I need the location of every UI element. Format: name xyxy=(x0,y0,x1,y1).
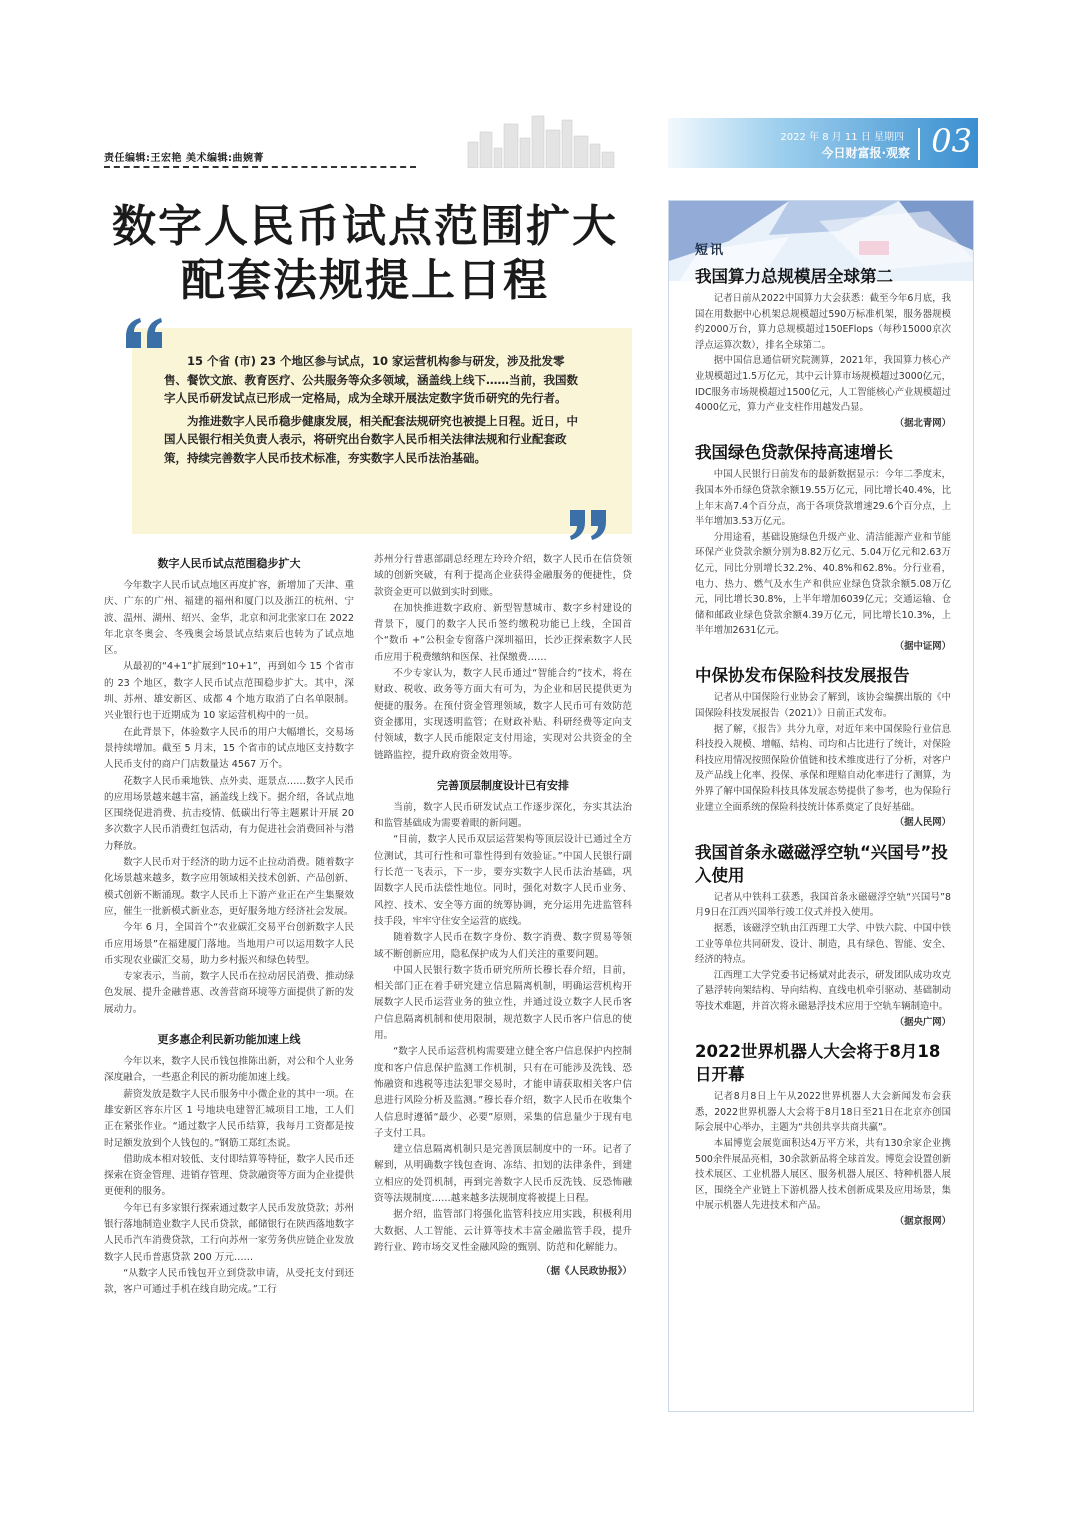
paragraph: 随着数字人民币在数字身份、数字消费、数字贸易等领域不断创新应用，隐私保护成为人们关注的重要问题。 xyxy=(374,932,632,960)
news-paragraph: 江西理工大学党委书记杨斌对此表示，研发团队成功攻克了悬浮转向架结构、导向结构、直线电机牵引驱动、基础制动等技术难题，并首次将永磁悬浮技术应用于空轨车辆制造中。 xyxy=(695,969,951,1012)
paragraph: 专家表示，当前，数字人民币在拉动居民消费、推动绿色发展、提升金融普惠、改善营商环境等方面提供了新的发展动力。 xyxy=(104,971,354,1015)
masthead xyxy=(668,118,978,168)
paragraph: 在加快推进数字政府、新型智慧城市、数字乡村建设的背景下，厦门的数字人民币签约缴税功能已上线，全国首个“数币 +”公积金专窗落户深圳福田，长沙正探索数字人民币应用于税费缴纳和医保、社保缴费…… xyxy=(374,602,632,663)
lead-paragraph-2: 为推进数字人民币稳步健康发展，相关配套法规研究也被提上日程。近日，中国人民银行相关负责人表示，将研究出台数字人民币相关法律法规和行业配套政策，持续完善数字人民币技术标准，夯实数字人民币法治基础。 xyxy=(164,413,578,465)
paragraph: 据介绍，监管部门将强化监管科技应用实践，积极利用大数据、人工智能、云计算等技术丰富金融监管手段，提升跨行业、跨市场交叉性金融风险的甄别、防范和化解能力。 xyxy=(374,1209,632,1253)
headline-line-2: 配套法规提上日程 xyxy=(181,255,549,306)
news-paragraph: 中国人民银行日前发布的最新数据显示：今年二季度末，我国本外币绿色贷款余额19.55万亿元，同比增长40.4%，比上年末高7.4个百分点，高于各项贷款增速29.6个百分点，上半年增加3.53万亿元。 xyxy=(695,469,951,528)
section-heading: 更多惠企利民新功能加速上线 xyxy=(157,1033,301,1047)
paragraph: 借助成本相对较低、支付即结算等特征，数字人民币还探索在资金管理、进销存管理、贷款融资等方面为企业提供更便利的服务。 xyxy=(104,1153,354,1198)
lead-text xyxy=(164,352,578,471)
headline-line-1: 数字人民币试点范围扩大 xyxy=(112,201,618,252)
lead-paragraph-1: 15 个省 (市) 23 个地区参与试点，10 家运营机构参与研发，涉及批发零售、餐饮文旅、教育医疗、公共服务等众多领域，涵盖线上线下……当前，我国数字人民币研发试点已形成一定格局，成为全球开展法定数字货币研究的先行者。 xyxy=(164,354,578,405)
header-rule xyxy=(104,166,416,168)
news-paragraph: 记者8月8日上午从2022世界机器人大会新闻发布会获悉，2022世界机器人大会将于8月18日至21日在北京亦创国际会展中心举办，主题为“共创共享共商共赢”。 xyxy=(695,1091,951,1134)
news-title: 2022世界机器人大会将于8月18日开幕 xyxy=(695,1042,941,1085)
news-paragraph: 本届博览会展览面积达4万平方米，共有130余家企业携500余件展品亮相，30余款新品将全球首发。博览会设置创新技术展区、工业机器人展区、服务机器人展区、特种机器人展区，围绕全产业链上下游机器人技术创新成果及应用场景，集中展示机器人先进技术和产品。 xyxy=(695,1137,951,1212)
news-title: 我国算力总规模居全球第二 xyxy=(695,267,893,286)
news-item xyxy=(695,265,951,431)
paragraph: 不少专家认为，数字人民币通过“智能合约”技术，将在财政、税收、政务等方面大有可为，为企业和居民提供更为便捷的服务。在预付资金管理领域，数字人民币可有效防范资金挪用，实现透明监管；在财政补贴、科研经费等定向支付领域，数字人民币能限定支付用途，实现对公共资金的全链路监控，提升政府资金效用等。 xyxy=(374,668,632,761)
news-source: （据央广网） xyxy=(894,1016,951,1028)
paragraph: 中国人民银行数字货币研究所所长穆长春介绍，目前，相关部门正在着手研究建立信息隔离机制，明确运营机构开展数字人民币运营业务的独立性，并通过设立数字人民币客户信息隔离机制和使用限制，规范数字人民币客户信息的使用。 xyxy=(374,964,632,1042)
close-quote-icon xyxy=(566,508,608,542)
paragraph: 在此背景下，体验数字人民币的用户大幅增长，交易场景持续增加。截至 5 月末，15 个省市的试点地区支持数字人民币支付的商户门店数量达 4567 万个。 xyxy=(104,726,354,771)
news-paragraph: 据中国信息通信研究院测算，2021年，我国算力核心产业规模超过1.5万亿元，其中云计算市场规模超过3000亿元，IDC服务市场规模超过1500亿元，人工智能核心产业规模超过4000亿元，算力产业支柱作用越发凸显。 xyxy=(695,355,952,414)
skyline-decoration xyxy=(466,112,616,168)
news-item xyxy=(695,441,951,654)
editors-line: 责任编辑:王宏艳 美术编辑:曲婉菁 xyxy=(104,153,264,164)
paragraph: 苏州分行普惠部副总经理左玲玲介绍，数字人民币在信贷领域的创新突破，有利于提高企业获得金融服务的便捷性，贷款资金更可以做到实时到账。 xyxy=(374,554,632,598)
news-source: （据中证网） xyxy=(894,640,951,652)
news-paragraph: 据悉，该磁浮空轨由江西理工大学、中铁六院、中国中铁工业等单位共同研发、设计、制造，具有绿色、智能、安全、经济的特点。 xyxy=(695,923,951,966)
news-paragraph: 记者从中国保险行业协会了解到，该协会编撰出版的《中国保险科技发展报告（2021）》日前正式发布。 xyxy=(695,692,951,720)
news-paragraph: 据了解，《报告》共分九章，对近年来中国保险行业信息科技投入规模、增幅、结构、司均和占比进行了统计，对保险科技应用情况按照保险价值链和技术维度进行了分析，对客户及产品线上化率、投保、承保和理赔自动化率进行了测算，为外界了解中国保险科技具体发展态势提供了参考，也为保险行业建立全面系统的保险科技统计体系奠定了良好基础。 xyxy=(695,723,951,813)
brief-label: 短讯 xyxy=(695,243,726,258)
paragraph: “从数字人民币钱包开立到贷款申请，从受托支付到还款，客户可通过手机在线自助完成。”工行 xyxy=(104,1267,354,1296)
paragraph: 花数字人民币乘地铁、点外卖、逛景点……数字人民币的应用场景越来越丰富，涵盖线上线下。据介绍，各试点地区围绕促进消费、抗击疫情、低碳出行等主题累计开展 20 多次数字人民币消费红包活动，有力促进社会消费回补与潜力释放。 xyxy=(104,775,354,852)
paper-name: 今日财富报·观察 xyxy=(821,146,910,160)
paragraph: 建立信息隔离机制只是完善顶层制度中的一环。记者了解到，从明确数字钱包查询、冻结、扣划的法律条件，到建立相应的处罚机制，再到完善数字人民币反洗钱、反恐怖融资等法规制度……越来越多法规制度将被提上日程。 xyxy=(374,1144,632,1204)
headline xyxy=(80,200,650,308)
paragraph: 今年以来，数字人民币钱包推陈出新，对公和个人业务深度融合，一些惠企利民的新功能加速上线。 xyxy=(104,1056,354,1084)
article-column-2 xyxy=(374,552,632,1422)
paragraph: 今年已有多家银行探索通过数字人民币发放贷款；苏州银行落地制造业数字人民币贷款，邮储银行在陕西落地数字人民币汽车消费贷款，工行向苏州一家劳务供应链企业发放数字人民币普惠贷款 200 万元…… xyxy=(104,1202,354,1263)
paragraph: 薪资发放是数字人民币服务中小微企业的其中一项。在雄安新区容东片区 1 号地块电建智汇城项目工地，工人们正在紧张作业。“通过数字人民币结算，我每月工资都是按时足额发放到个人钱包的。”钢筋工郑红杰说。 xyxy=(104,1088,354,1149)
section-heading: 数字人民币试点范围稳步扩大 xyxy=(157,557,301,570)
news-item xyxy=(695,841,951,1030)
news-paragraph: 记者日前从2022中国算力大会获悉：截至今年6月底，我国在用数据中心机架总规模超过590万标准机架，服务器规模约2000万台，算力总规模超过150EFlops（每秒15000京次浮点运算次数），排名全球第二。 xyxy=(695,293,951,351)
open-quote-icon xyxy=(124,316,166,350)
paragraph: 今年 6 月，全国首个“农业碳汇交易平台创新数字人民币应用场景”在福建厦门落地。当地用户可以运用数字人民币实现农业碳汇交易，助力乡村振兴和绿色转型。 xyxy=(104,922,354,966)
paragraph: 数字人民币对于经济的助力远不止拉动消费。随着数字化场景越来越多，数字应用领域相关技术创新、产品创新、模式创新不断涌现。数字人民币上下游产业正在产生集聚效应，催生一批新模式新业态，更好服务地方经济社会发展。 xyxy=(104,857,354,917)
paragraph: 从最初的“4+1”扩展到“10+1”，再到如今 15 个省市的 23 个地区，数字人民币试点范围稳步扩大。其中，深圳、苏州、雄安新区、成都 4 个地方取消了白名单限制。兴业银行也于近期成为 10 家运营机构中的一员。 xyxy=(104,661,354,722)
paragraph: 当前，数字人民币研发试点工作逐步深化，夯实其法治和监管基础成为需要着眼的新问题。 xyxy=(374,801,632,830)
news-paragraph: 记者从中铁科工获悉，我国首条永磁磁浮空轨“兴国号”8月9日在江西兴国举行竣工仪式并投入使用。 xyxy=(695,891,951,919)
news-title: 中保协发布保险科技发展报告 xyxy=(695,666,910,686)
page-number: 03 xyxy=(931,122,972,160)
news-brief-panel xyxy=(668,200,974,1412)
news-title: 我国绿色贷款保持高速增长 xyxy=(695,443,893,463)
news-item xyxy=(695,1040,951,1229)
news-source: （据人民网） xyxy=(894,817,951,829)
brief-list xyxy=(695,265,951,1240)
section-heading: 完善顶层制度设计已有安排 xyxy=(437,778,569,792)
article-column-1 xyxy=(104,552,354,1422)
news-paragraph: 分用途看，基础设施绿色升级产业、清洁能源产业和节能环保产业贷款余额分别为8.82万亿元、5.04万亿元和2.63万亿元，同比分别增长32.2%、40.8%和62.8%。分行业看，电力、热力、燃气及水生产和供应业绿色贷款余额5.08万亿元，同比增长30.8%，上半年增加6039亿元；交通运输、仓储和邮政业绿色贷款余额4.39万亿元，同比增长10.3%，上半年增加2631亿元。 xyxy=(695,531,951,637)
issue-date: 2022 年 8 月 11 日 星期四 xyxy=(780,132,904,143)
news-source: （据京报网） xyxy=(894,1215,951,1227)
masthead-divider xyxy=(918,128,920,160)
paragraph: “目前，数字人民币双层运营架构等顶层设计已通过全方位测试，其可行性和可靠性得到有效验证。”中国人民银行副行长范一飞表示，下一步，要夯实数字人民币法治基础，巩固数字人民币法偿性地位。同时，强化对数字人民币业务、风控、技术、安全等方面的统筹协调，充分运用先进监管科技手段，牢牢守住安全运营的底线。 xyxy=(374,834,632,927)
paragraph: 今年数字人民币试点地区再度扩容，新增加了天津、重庆、广东的广州、福建的福州和厦门以及浙江的杭州、宁波、温州、湖州、绍兴、金华，北京和河北张家口在 2022 年北京冬奥会、冬残奥会场景试点结束后也转为了试点地区。 xyxy=(104,580,354,657)
paragraph: “数字人民币运营机构需要建立健全客户信息保护内控制度和客户信息保护监测工作机制，只有在可能涉及洗钱、恐怖融资和逃税等违法犯罪交易时，才能申请获取相关客户信息进行风险分析及监测。”穆长春介绍，数字人民币在收集个人信息时遵循“最少、必要”原则，采集的信息量少于现有电子支付工具。 xyxy=(374,1046,632,1139)
news-item xyxy=(695,664,951,830)
news-source: （据北青网） xyxy=(894,417,951,429)
news-title: 我国首条永磁磁浮空轨“兴国号”投入使用 xyxy=(695,842,948,885)
article-source: （据《人民政协报》） xyxy=(540,1266,632,1278)
